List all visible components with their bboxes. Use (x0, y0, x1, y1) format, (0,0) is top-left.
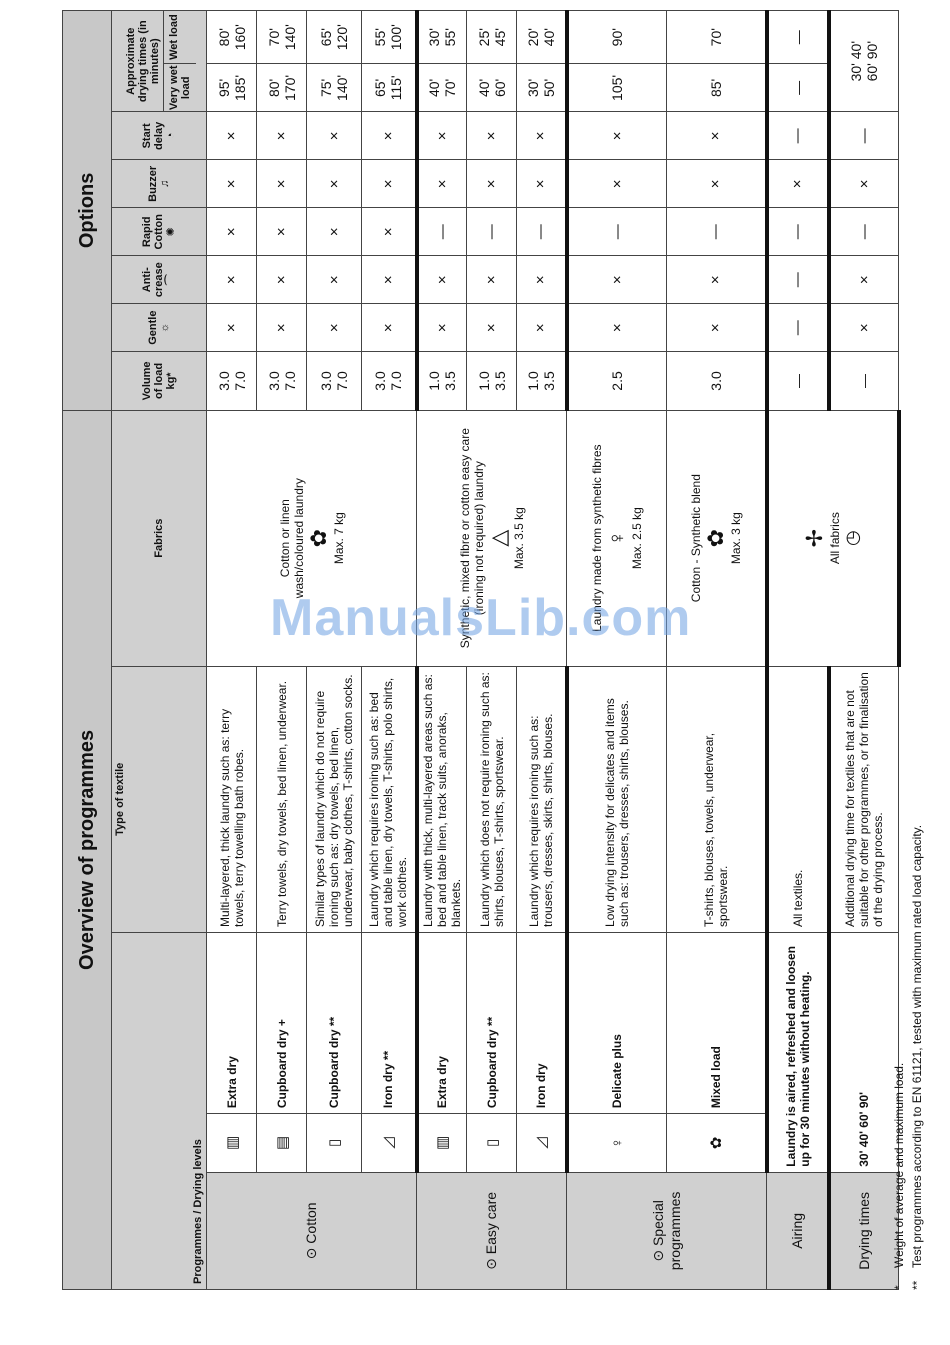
fabric-mixed-text: Cotton - Synthetic blend (688, 474, 703, 603)
fan-icon: ✢ (802, 528, 827, 548)
wet-cell: 90' (567, 11, 667, 64)
rapid-cell: — (417, 208, 467, 256)
fabric-delicate-text: Laundry made from synthetic fibres (589, 444, 604, 632)
volume-cell: — (767, 352, 829, 411)
start-delay-label: Start delay (141, 121, 165, 150)
wet-cell: 55' 100' (362, 11, 417, 64)
programme-dial-icon: ⊙ (650, 1246, 666, 1262)
timer-icon: ◷ (842, 530, 862, 547)
gentle-cell: × (829, 304, 899, 352)
rapid-cell: — (767, 208, 829, 256)
gentle-label: Gentle (147, 310, 159, 345)
extra-dry-icon: ▥ (207, 1114, 257, 1173)
header-programmes: Programmes / Drying levels (112, 932, 207, 1289)
gentle-cell: × (257, 304, 307, 352)
iron-icon: ⌒ (165, 274, 177, 286)
programmes-table (62, 10, 901, 1290)
header-rapid-cotton (112, 208, 207, 256)
cotton-flower-icon: ✿ (305, 528, 331, 548)
level-delicate-plus: Delicate plus (567, 932, 667, 1113)
volume-cell: 3.0 7.0 (307, 352, 362, 411)
very-wet-cell: 75' 140' (307, 64, 362, 112)
category-cotton: ⊙ Cotton (207, 1172, 417, 1289)
rotated-page (62, 10, 907, 1290)
iron-dry-icon: ◿ (517, 1114, 567, 1173)
level-drying-times: 30' 40' 60' 90' (829, 932, 899, 1172)
clock-icon: ◔ (165, 132, 177, 140)
delay-cell: × (257, 112, 307, 160)
wet-label: Wet load (167, 14, 180, 60)
wet-cell: 70' 140' (257, 11, 307, 64)
footnote-2 (908, 10, 926, 1290)
rapid-cotton-label: Rapid Cotton (141, 214, 165, 250)
level-iron-dry: Iron dry (517, 932, 567, 1113)
very-wet-cell: — (767, 64, 829, 112)
drying-times-cell: 30' 40' 60' 90' (829, 11, 899, 112)
gentle-cell: × (517, 304, 567, 352)
rapid-cell: — (829, 208, 899, 256)
rapid-cell: × (362, 208, 417, 256)
textile-cell: Laundry which does not require ironing such as: shirts, blouses, T-shirts, sportswear. (467, 666, 517, 932)
volume-cell: — (829, 352, 899, 411)
rapid-icon: ✺ (165, 227, 177, 237)
easy-care-triangle-icon: △ (485, 529, 511, 547)
volume-cell: 2.5 (567, 352, 667, 411)
buzzer-cell: × (362, 160, 417, 208)
level-extra-dry: Extra dry (207, 932, 257, 1113)
rapid-cell: — (517, 208, 567, 256)
footnote-1-text: Weight of average and maximum load. (892, 1062, 906, 1268)
delay-cell: × (567, 112, 667, 160)
delay-cell: × (417, 112, 467, 160)
header-start-delay (112, 112, 207, 160)
volume-cell: 3.0 7.0 (362, 352, 417, 411)
rapid-cell: × (207, 208, 257, 256)
wet-cell: 25' 45' (467, 11, 517, 64)
gentle-cell: × (417, 304, 467, 352)
gentle-cell: × (467, 304, 517, 352)
textile-cell: Laundry with thick, multi-layered areas such as: bed and table linen, track suits, anoraks, blankets. (417, 666, 467, 932)
gentle-cell: × (567, 304, 667, 352)
overview-title: Overview of programmes (63, 410, 112, 1289)
very-wet-cell: 40' 70' (417, 64, 467, 112)
buzzer-cell: × (207, 160, 257, 208)
gentle-cell: × (307, 304, 362, 352)
footnote-2-mark: ** (910, 1280, 924, 1290)
footnote-2-text: Test programmes according to EN 61121, tested with maximum rated load capacity. (910, 824, 924, 1268)
cupboard-dry-icon: ▯ (467, 1114, 517, 1173)
delay-cell: × (517, 112, 567, 160)
volume-cell: 3.0 7.0 (257, 352, 307, 411)
cupboard-dry-plus-icon: ▤ (257, 1114, 307, 1173)
wet-cell: 70' (667, 11, 767, 64)
anti-crease-cell: × (467, 256, 517, 304)
very-wet-cell: 30' 50' (517, 64, 567, 112)
buzzer-cell: × (307, 160, 362, 208)
buzzer-cell: × (467, 160, 517, 208)
header-gentle (112, 304, 207, 352)
anti-crease-cell: × (517, 256, 567, 304)
gentle-cell: × (362, 304, 417, 352)
anti-crease-cell: × (207, 256, 257, 304)
extra-dry-icon: ▥ (417, 1114, 467, 1173)
gentle-cell: — (767, 304, 829, 352)
delay-cell: × (467, 112, 517, 160)
textile-cell: Laundry which requires ironing such as: bed and table linen, dry towels, T-shirts, polo shirts, work clothes. (362, 666, 417, 932)
buzzer-label: Buzzer (147, 165, 159, 202)
textile-cell: Multi-layered, thick laundry such as: terry towels, terry towelling bath robes. (207, 666, 257, 932)
category-airing: Airing (767, 1172, 829, 1289)
gentle-cell: × (207, 304, 257, 352)
buzzer-cell: × (829, 160, 899, 208)
very-wet-cell: 85' (667, 64, 767, 112)
header-type-of-textile: Type of textile (112, 666, 207, 932)
gentle-cell: × (667, 304, 767, 352)
anti-crease-cell: × (307, 256, 362, 304)
level-mixed-load: Mixed load (667, 932, 767, 1113)
wet-cell: 65' 120' (307, 11, 362, 64)
wet-cell: 80' 160' (207, 11, 257, 64)
fabric-easy-care-max: Max. 3.5 kg (511, 507, 526, 570)
volume-cell: 3.0 7.0 (207, 352, 257, 411)
delay-cell: × (667, 112, 767, 160)
rapid-cell: × (257, 208, 307, 256)
approx-label: Approximate drying times (in minutes) (123, 11, 164, 111)
volume-cell: 1.0 3.5 (467, 352, 517, 411)
header-volume: Volume of load kg* (112, 352, 207, 411)
volume-cell: 1.0 3.5 (417, 352, 467, 411)
level-airing: Laundry is aired, refreshed and loosen up for 30 minutes without heating. (767, 932, 829, 1172)
fabric-easy-care-text: Synthetic, mixed fibre or cotton easy care (ironing not required) laundry (457, 428, 486, 649)
rapid-cell: — (467, 208, 517, 256)
fabric-delicate-max: Max. 2.5 kg (629, 507, 644, 570)
fabric-all-text: All fabrics (828, 512, 842, 565)
fabric-mixed-max: Max. 3 kg (728, 512, 743, 565)
bell-icon: ♫ (159, 179, 171, 188)
buzzer-cell: × (667, 160, 767, 208)
category-drying-times: Drying times (829, 1172, 899, 1289)
wet-cell: 30' 55' (417, 11, 467, 64)
level-iron-dry: Iron dry ** (362, 932, 417, 1113)
rapid-cell: — (667, 208, 767, 256)
fabrics-all (767, 410, 899, 666)
iron-dry-icon: ◿ (362, 1114, 417, 1173)
watermark: ManualsLib.com (270, 589, 692, 647)
rapid-cell: × (307, 208, 362, 256)
wet-cell: — (767, 11, 829, 64)
fabric-cotton-max: Max. 7 kg (331, 512, 346, 565)
level-extra-dry: Extra dry (417, 932, 467, 1113)
gentle-icon: ☼ (159, 322, 171, 333)
anti-crease-cell: × (829, 256, 899, 304)
textile-cell: All textiles. (767, 666, 829, 932)
rapid-cell: — (567, 208, 667, 256)
delay-cell: — (829, 112, 899, 160)
very-wet-label: Very wet load (164, 63, 196, 111)
options-title: Options (63, 11, 112, 411)
delicate-garment-icon: ♀ (603, 529, 629, 547)
level-cupboard-dry-plus: Cupboard dry + (257, 932, 307, 1113)
delay-cell: × (207, 112, 257, 160)
category-easy-care: ⊙ Easy care (417, 1172, 567, 1289)
programme-dial-icon: ⊙ (303, 1243, 319, 1260)
mixed-blend-icon: ✿ (702, 528, 728, 548)
anti-crease-label: Anti-crease (141, 262, 165, 298)
buzzer-cell: × (567, 160, 667, 208)
anti-crease-cell: — (767, 256, 829, 304)
anti-crease-cell: × (362, 256, 417, 304)
anti-crease-cell: × (417, 256, 467, 304)
anti-crease-cell: × (257, 256, 307, 304)
wet-cell: 20' 40' (517, 11, 567, 64)
very-wet-cell: 105' (567, 64, 667, 112)
footnote-1-mark: * (892, 1285, 906, 1290)
anti-crease-cell: × (567, 256, 667, 304)
very-wet-cell: 65' 115' (362, 64, 417, 112)
buzzer-cell: × (257, 160, 307, 208)
volume-cell: 1.0 3.5 (517, 352, 567, 411)
level-cupboard-dry: Cupboard dry ** (307, 932, 362, 1113)
header-approx-times (112, 11, 207, 112)
header-anti-crease (112, 256, 207, 304)
header-buzzer (112, 160, 207, 208)
textile-cell: Similar types of laundry which do not require ironing such as: dry towels, bed linen, underwear, baby clothes, T-shirts, cotton socks. (307, 666, 362, 932)
delicate-dress-icon: ♀ (567, 1114, 667, 1173)
very-wet-cell: 95' 185' (207, 64, 257, 112)
fabric-cotton-text: Cotton or linen wash/coloured laundry (277, 478, 306, 599)
level-cupboard-dry: Cupboard dry ** (467, 932, 517, 1113)
buzzer-cell: × (517, 160, 567, 208)
very-wet-cell: 80' 170' (257, 64, 307, 112)
very-wet-cell: 40' 60' (467, 64, 517, 112)
textile-cell: Terry towels, dry towels, bed linen, underwear. (257, 666, 307, 932)
category-special: ⊙ Special programmes (567, 1172, 767, 1289)
header-fabrics: Fabrics (112, 410, 207, 666)
volume-cell: 3.0 (667, 352, 767, 411)
buzzer-cell: × (417, 160, 467, 208)
anti-crease-cell: × (667, 256, 767, 304)
delay-cell: × (362, 112, 417, 160)
mixed-load-icon: ✿ (667, 1114, 767, 1173)
textile-cell: Additional drying time for textiles that are not suitable for other programmes, or for finalisation of the drying process. (829, 666, 899, 932)
programme-dial-icon: ⊙ (483, 1254, 499, 1270)
delay-cell: × (307, 112, 362, 160)
textile-cell: Laundry which requires ironing such as: trousers, dresses, skirts, shirts, blouses. (517, 666, 567, 932)
delay-cell: — (767, 112, 829, 160)
textile-cell: T-shirts, blouses, towels, underwear, sportswear. (667, 666, 767, 932)
cupboard-dry-icon: ▯ (307, 1114, 362, 1173)
buzzer-cell: × (767, 160, 829, 208)
textile-cell: Low drying intensity for delicates and items such as: trousers, dresses, shirts, blouses. (567, 666, 667, 932)
